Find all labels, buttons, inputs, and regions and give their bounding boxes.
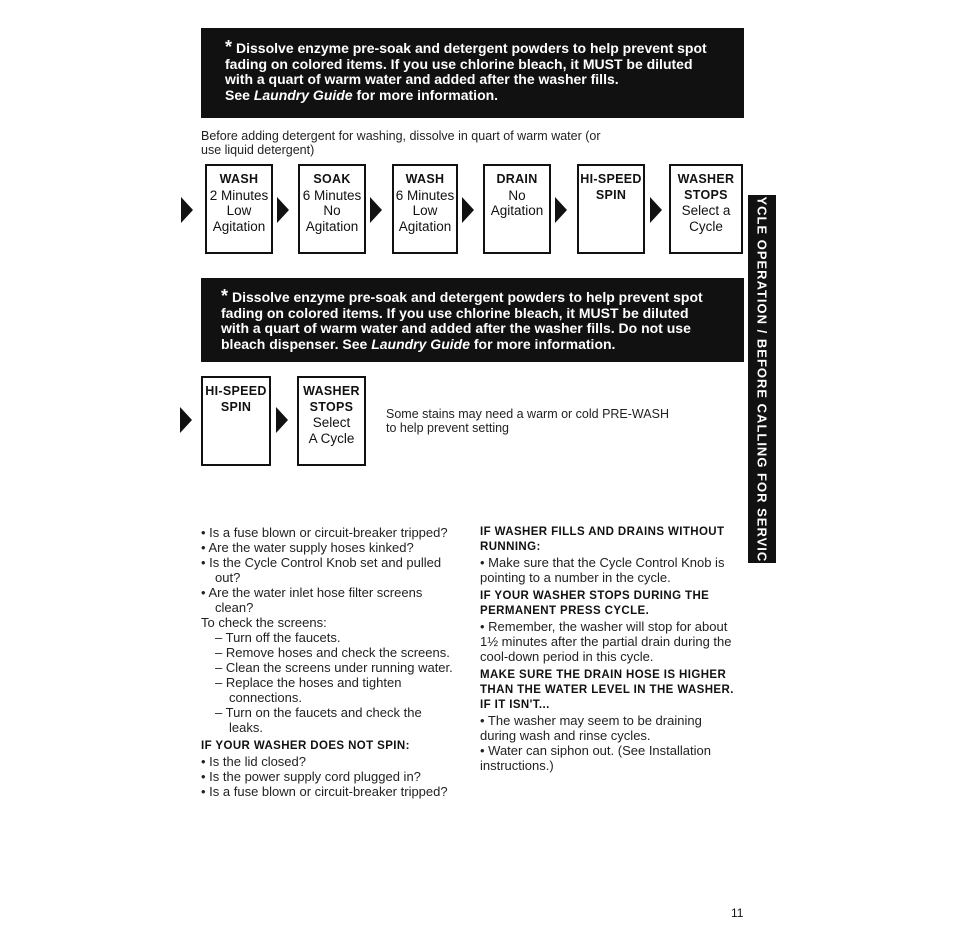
step-head: WASH bbox=[405, 172, 445, 186]
banner-line: with a quart of warm water and added after the washer fills. bbox=[225, 71, 619, 87]
banner-see: See bbox=[225, 86, 254, 103]
step-line: 6 Minutes bbox=[302, 187, 362, 203]
flow-arrow-icon bbox=[276, 407, 288, 433]
side-tab-label: CYCLE OPERATION / BEFORE CALLING FOR SERVICE bbox=[754, 186, 770, 572]
cycle2-step-spin bbox=[201, 376, 271, 466]
checklist-item: • Are the water supply hoses kinked? bbox=[201, 540, 414, 555]
step-head: SPIN bbox=[220, 399, 252, 414]
checklist-item: • Is a fuse blown or circuit-breaker tripped? bbox=[201, 784, 448, 799]
step-head: SOAK bbox=[313, 172, 351, 186]
note-line: use liquid detergent) bbox=[201, 143, 315, 157]
check-step: – Turn on the faucets and check the leaks. bbox=[215, 705, 422, 735]
checklist-item: • Is the Cycle Control Knob set and pulled out? bbox=[201, 555, 442, 585]
banner-line: with a quart of warm water and added after the washer fills. Do not use bbox=[221, 320, 691, 336]
checklist-item: • Is a fuse blown or circuit-breaker tripped? bbox=[201, 525, 448, 540]
checklist-item: • The washer may seem to be draining during wash and rinse cycles. bbox=[480, 713, 702, 743]
flow-arrow-icon bbox=[650, 197, 662, 223]
check-step: – Replace the hoses and tighten connections. bbox=[215, 675, 402, 705]
step-head: STOPS bbox=[309, 399, 354, 414]
banner-line: fading on colored items. If you use chlorine bleach, it MUST be diluted bbox=[221, 304, 689, 321]
section-heading: IF WASHER FILLS AND DRAINS WITHOUT RUNNING: bbox=[480, 526, 725, 553]
flow-arrow-icon bbox=[277, 197, 289, 223]
step-head: HI-SPEED bbox=[205, 384, 267, 398]
step-head: WASH bbox=[219, 172, 259, 186]
step-head: DRAIN bbox=[496, 172, 538, 186]
cycle-step-drain bbox=[483, 164, 551, 254]
checklist-item: • Remember, the washer will stop for about 1½ minutes after the partial drain during the cool-down period in this cycle. bbox=[480, 619, 732, 664]
right-column bbox=[480, 525, 740, 773]
cycle-step-spin bbox=[577, 164, 645, 254]
checklist-item: • Water can siphon out. (See Installation instructions.) bbox=[480, 743, 711, 773]
checklist-item: • Make sure that the Cycle Control Knob is pointing to a number in the cycle. bbox=[480, 555, 725, 585]
banner-line: Dissolve enzyme pre-soak and detergent powders to help prevent spot bbox=[236, 40, 707, 56]
warning-banner-1 bbox=[201, 28, 744, 118]
flow-arrow-icon bbox=[555, 197, 567, 223]
step-line: 6 Minutes bbox=[395, 187, 455, 203]
flow-arrow-icon bbox=[181, 197, 193, 223]
step-line: A Cycle bbox=[308, 430, 355, 446]
step-line: Agitation bbox=[305, 218, 359, 234]
banner-line: fading on colored items. If you use chlorine bleach, it MUST be diluted bbox=[225, 55, 693, 72]
check-screens-intro: To check the screens: bbox=[201, 615, 327, 630]
cycle-step-wash-2 bbox=[392, 164, 458, 254]
asterisk-icon: * bbox=[225, 37, 233, 57]
left-column bbox=[201, 525, 456, 799]
banner-tail: for more information. bbox=[352, 86, 499, 103]
banner-tail: for more information. bbox=[469, 335, 616, 352]
cycle-step-wash bbox=[205, 164, 273, 254]
step-line: Agitation bbox=[212, 218, 266, 234]
page-number: 11 bbox=[731, 906, 744, 920]
step-line: No bbox=[508, 187, 526, 203]
step-head: WASHER bbox=[677, 172, 735, 186]
banner-line: Dissolve enzyme pre-soak and detergent powders to help prevent spot bbox=[232, 289, 703, 305]
step-head: WASHER bbox=[303, 384, 360, 398]
step-head: HI-SPEED bbox=[580, 172, 642, 186]
prewash-note bbox=[386, 407, 669, 435]
cycle2-step-stops bbox=[297, 376, 366, 466]
step-line: Select bbox=[312, 415, 351, 430]
checklist-item: • Are the water inlet hose filter screens clean? bbox=[201, 585, 423, 615]
section-heading: IF YOUR WASHER STOPS DURING THE PERMANENT PRESS CYCLE. bbox=[480, 590, 710, 617]
cycle-step-stops bbox=[669, 164, 743, 254]
side-tab bbox=[748, 186, 776, 572]
warning-banner-2 bbox=[201, 278, 744, 362]
detergent-note bbox=[201, 129, 601, 157]
note-line: Before adding detergent for washing, dissolve in quart of warm water (or bbox=[201, 129, 601, 143]
laundry-guide-ref: Laundry Guide bbox=[371, 335, 470, 352]
flow-arrow-icon bbox=[180, 407, 192, 433]
step-line: Agitation bbox=[490, 203, 544, 218]
laundry-guide-ref: Laundry Guide bbox=[253, 86, 353, 103]
step-head: SPIN bbox=[595, 187, 627, 202]
check-step: – Clean the screens under running water. bbox=[215, 660, 453, 675]
step-line: No bbox=[323, 203, 341, 218]
step-head: STOPS bbox=[684, 187, 728, 202]
banner-see: bleach dispenser. See bbox=[221, 335, 372, 352]
flow-arrow-icon bbox=[462, 197, 474, 223]
section-heading: IF YOUR WASHER DOES NOT SPIN: bbox=[201, 740, 410, 752]
checklist-item: • Is the power supply cord plugged in? bbox=[201, 769, 421, 784]
check-step: – Remove hoses and check the screens. bbox=[215, 645, 450, 660]
asterisk-icon: * bbox=[221, 286, 229, 306]
step-line: 2 Minutes bbox=[209, 187, 269, 203]
note-line: to help prevent setting bbox=[386, 421, 509, 435]
step-line: Low bbox=[412, 203, 438, 218]
flow-arrow-icon bbox=[370, 197, 382, 223]
step-line: Low bbox=[226, 203, 252, 218]
step-line: Cycle bbox=[689, 218, 723, 234]
checklist-item: • Is the lid closed? bbox=[201, 754, 306, 769]
step-line: Select a bbox=[681, 203, 731, 218]
note-line: Some stains may need a warm or cold PRE-WASH bbox=[386, 407, 669, 421]
check-step: – Turn off the faucets. bbox=[215, 630, 341, 645]
step-line: Agitation bbox=[398, 218, 452, 234]
cycle-step-soak bbox=[298, 164, 366, 254]
section-heading: MAKE SURE THE DRAIN HOSE IS HIGHER THAN THE WATER LEVEL IN THE WASHER. IF IT ISN'T... bbox=[480, 669, 734, 711]
